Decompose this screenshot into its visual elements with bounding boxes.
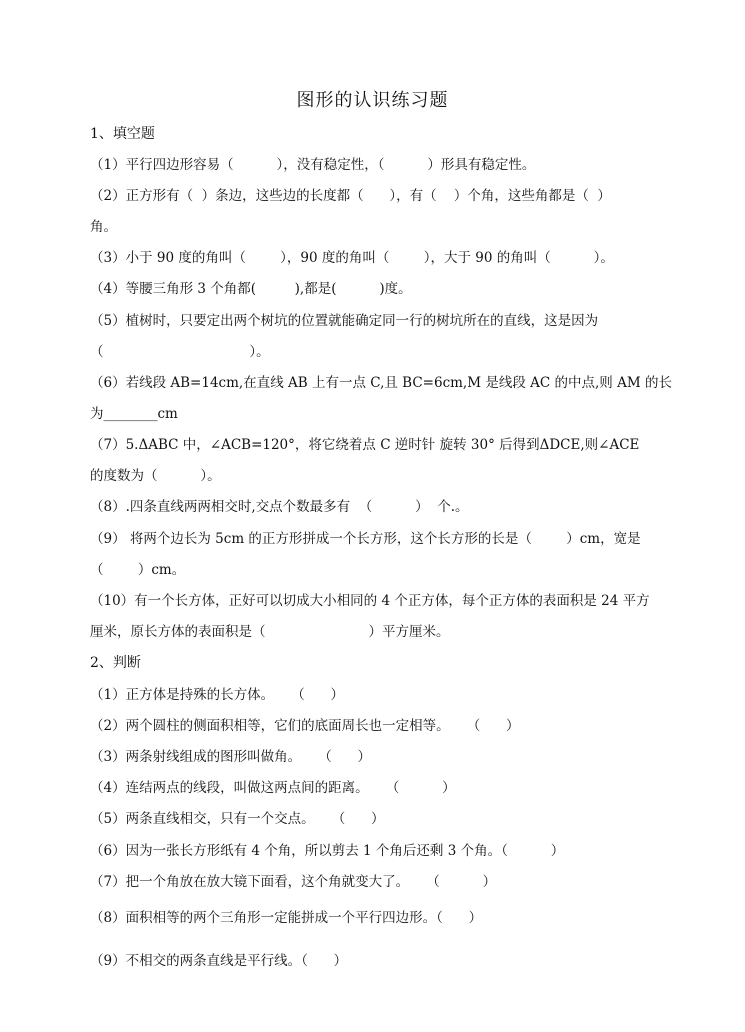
question-line: （6）若线段 AB=14cm,在直线 AB 上有一点 C,且 BC=6cm,M 是线段 AC 的中点,则 AM 的长 — [90, 375, 672, 391]
section-heading-judge: 2、判断 — [90, 655, 141, 671]
question-line: （2）正方形有（ ）条边，这些边的长度都（ ），有（ ）个角，这些角都是（ ） — [90, 188, 611, 204]
judge-item: （4）连结两点的线段，叫做这两点间的距离。 （ ） — [90, 780, 456, 796]
section-heading-fill: 1、填空题 — [90, 126, 155, 142]
page-title: 图形的认识练习题 — [296, 90, 449, 111]
judge-item: （7）把一个角放在放大镜下面看，这个角就变大了。 （ ） — [90, 874, 497, 890]
judge-item: （8）面积相等的两个三角形一定能拼成一个平行四边形。（ ） — [90, 910, 483, 926]
question-line: （10）有一个长方体，正好可以切成大小相同的 4 个正方体，每个正方体的表面积是 24 平方 — [90, 593, 650, 609]
judge-item: （6）因为一张长方形纸有 4 个角，所以剪去 1 个角后还剩 3 个角。（ ） — [90, 843, 565, 859]
question-line: （ ）。 — [90, 344, 270, 360]
judge-item: （1）正方体是持殊的长方体。 （ ） — [90, 687, 345, 703]
question-line: （9） 将两个边长为 5cm 的正方形拼成一个长方形，这个长方形的长是（ ）cm，宽是 — [90, 531, 641, 547]
judge-item: （2）两个圆柱的侧面积相等，它们的底面周长也一定相等。 （ ） — [90, 718, 520, 734]
question-line: （4）等腰三角形 3 个角都( ),都是( )度。 — [90, 281, 412, 297]
question-line: （1）平行四边形容易（ ），没有稳定性，（ ）形具有稳定性。 — [90, 157, 536, 173]
judge-item: （9）不相交的两条直线是平行线。（ ） — [90, 953, 348, 969]
question-line: 为________cm — [90, 406, 178, 422]
judge-item: （3）两条射线组成的图形叫做角。 （ ） — [90, 749, 372, 765]
question-line: 的度数为（ ）。 — [90, 468, 221, 484]
question-line: 厘米，原长方体的表面积是（ ）平方厘米。 — [90, 624, 450, 640]
question-line: （5）植树时，只要定出两个树坑的位置就能确定同一行的树坑所在的直线，这是因为 — [90, 313, 599, 329]
judge-item: （5）两条直线相交，只有一个交点。 （ ） — [90, 811, 385, 827]
question-line: （3）小于 90 度的角叫（ ），90 度的角叫（ ），大于 90 的角叫（ ）。 — [90, 250, 614, 266]
question-line: （7）5.ΔABC 中，∠ACB=120°，将它绕着点 C 逆时针 旋转 30° 后得到ΔDCE,则∠ACE — [90, 437, 640, 453]
question-line: （8）.四条直线两两相交时,交点个数最多有 （ ） 个.。 — [90, 499, 469, 515]
question-line: （ ）cm。 — [90, 562, 186, 578]
question-line: 角。 — [90, 219, 117, 235]
